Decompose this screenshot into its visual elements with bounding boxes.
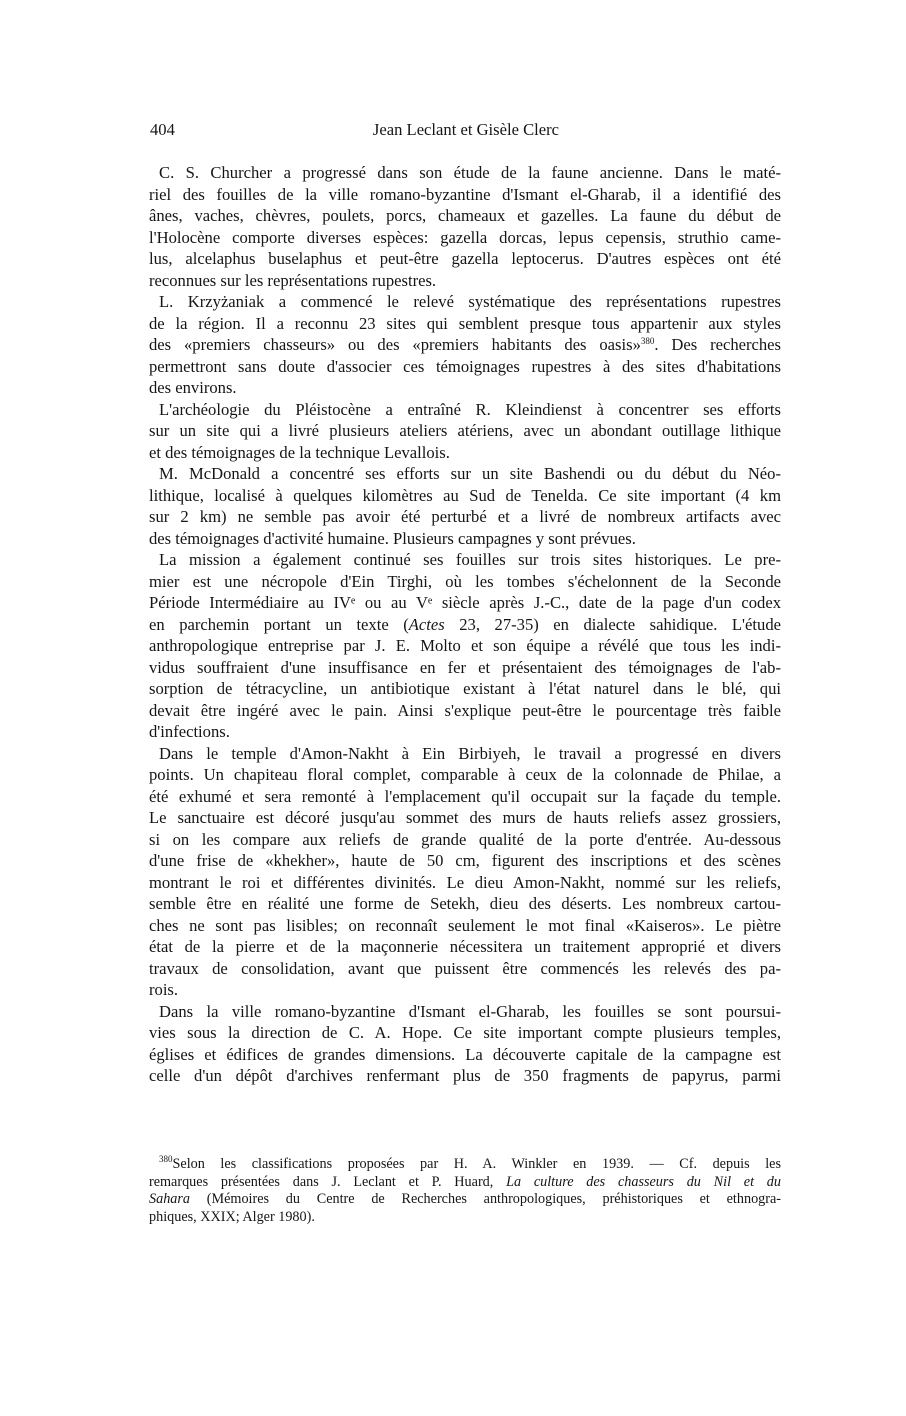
text-line: travaux de consolidation, avant que puissent être commencés les relevés des pa- [149,958,781,978]
text-line: Dans la ville romano-byzantine d'Ismant el-Gharab, les fouilles se sont poursui- [159,1001,781,1021]
paragraph [149,1001,781,1087]
text-line: L. Krzyżaniak a commencé le relevé systématique des représentations rupestres [159,292,781,311]
text-line: Le sanctuaire est décoré jusqu'au sommet des murs de hauts reliefs assez grossiers, [149,808,781,827]
text-line: sorption de tétracycline, un antibiotique existant à l'état naturel dans le blé, qui [149,679,781,698]
text-line: reconnues sur les représentations rupestres. [149,270,437,290]
text-line: d'une frise de «khekher», haute de 50 cm, figurent des inscriptions et des scènes [149,851,781,870]
text-line: lus, alcelaphus buselaphus et peut-être gazella leptocerus. D'autres espèces ont été [149,249,781,268]
italic-title: Sahara [149,1191,190,1208]
text-line: La mission a également continué ses fouilles sur trois sites historiques. Le pre- [159,550,781,569]
text-line: Période Intermédiaire au IVᵉ ou au Vᵉ siècle après J.-C., date de la page d'un codex [149,593,781,612]
text-line: lithique, localisé à quelques kilomètres au Sud de Tenelda. Ce site important (4 km [149,485,781,505]
footnote-line: phiques, XXIX; Alger 1980). [149,1208,315,1225]
text-line: ches ne sont pas lisibles; on reconnaît seulement le mot final «Kaiseros». Le piètre [149,915,781,935]
text-line: sur un site qui a livré plusieurs ateliers atériens, avec un abondant outillage lithique [149,421,781,440]
text-line: L'archéologie du Pléistocène a entraîné R. Kleindienst à concentrer ses efforts [159,399,781,419]
text-line: devait être ingéré avec le pain. Ainsi s'explique peut-être le pourcentage très faible [149,700,781,720]
text-line: celle d'un dépôt d'archives renfermant plus de 350 fragments de papyrus, parmi [149,1066,781,1085]
text-line: vidus souffraient d'une insuffisance en fer et présentaient des témoignages de l'ab- [149,657,781,677]
text-line: points. Un chapiteau floral complet, comparable à ceux de la colonnade de Philae, a [149,765,781,784]
footnote [149,1154,781,1226]
italic-citation: Actes [408,614,445,634]
text-line: Dans le temple d'Amon-Nakht à Ein Birbiyeh, le travail a progressé en divers [159,743,781,763]
text-line-with-footnote-ref [149,334,781,356]
text-line: permettront sans doute d'associer ces témoignages rupestres à des sites d'habitations [149,356,781,376]
footnote-reference: 380 [640,336,655,346]
paragraph [149,399,781,464]
footnote-line [149,1191,781,1209]
text-fragment: en parchemin portant un texte ( [149,614,409,634]
text-fragment: remarques présentées dans J. Leclant et P. Huard, [149,1173,507,1190]
text-line: de la région. Il a reconnu 23 sites qui semblent presque tous appartenir aux styles [149,313,781,333]
text-line: églises et édifices de grandes dimensions. La découverte capitale de la campagne est [149,1044,781,1064]
text-line: sur 2 km) ne semble pas avoir été perturbé et a livré de nombreux artifacts avec [149,507,781,526]
text-fragment: 23, 27-35) en dialecte sahidique. L'étude [444,614,781,634]
text-fragment: Selon les classifications proposées par H. A. Winkler en 1939. — Cf. depuis les [172,1156,781,1172]
text-line: rois. [149,980,179,999]
text-line: l'Holocène comporte diverses espèces: gazella dorcas, lepus cepensis, struthio came- [149,227,781,247]
page-number: 404 [150,120,175,139]
text-line: semble être en réalité une forme de Setekh, dieu des déserts. Les nombreux cartou- [149,894,781,913]
paragraph [149,743,781,1001]
text-line: anthropologique entreprise par J. E. Molto et son équipe a révélé que tous les indi- [149,636,781,655]
text-fragment: . Des recherches [654,335,781,354]
text-fragment: (Mémoires du Centre de Recherches anthropologiques, préhistoriques et ethnogra- [190,1191,781,1208]
text-fragment: des «premiers chasseurs» ou des «premiers habitants des oasis» [149,335,641,354]
text-line: d'infections. [149,722,230,741]
text-line: des témoignages d'activité humaine. Plusieurs campagnes y sont prévues. [149,528,636,548]
page-header [150,118,782,142]
running-head: Jean Leclant et Gisèle Clerc [372,120,560,139]
footnote-line [149,1174,781,1192]
body-text [149,162,781,1087]
paragraph [149,162,781,291]
text-line: montrant le roi et différentes divinités. Le dieu Amon-Nakht, nommé sur les reliefs, [149,872,781,892]
text-line: des environs. [149,378,237,397]
footnote-number: 380 [159,1154,173,1164]
text-line: et des témoignages de la technique Levallois. [149,442,450,462]
footnote-line [159,1156,781,1174]
text-line: été exhumé et sera remonté à l'emplacement qu'il occupait sur la façade du temple. [149,786,781,806]
text-line: ânes, vaches, chèvres, poulets, porcs, chameaux et gazelles. La faune du début de [149,206,781,225]
text-line: riel des fouilles de la ville romano-byzantine d'Ismant el-Gharab, il a identifié des [149,184,781,204]
text-line: état de la pierre et de la maçonnerie nécessitera un traitement approprié et divers [149,937,781,956]
paragraph [149,549,781,743]
paragraph [149,463,781,549]
text-line: C. S. Churcher a progressé dans son étude de la faune ancienne. Dans le maté- [159,163,781,182]
text-line: mier est une nécropole d'Ein Tirghi, où les tombes s'échelonnent de la Seconde [149,571,781,591]
text-line: si on les compare aux reliefs de grande qualité de la porte d'entrée. Au-dessous [149,829,781,849]
text-line: M. McDonald a concentré ses efforts sur un site Bashendi ou du début du Néo- [159,464,781,483]
paragraph [149,291,781,399]
text-line-with-italic [149,614,781,636]
text-line: vies sous la direction de C. A. Hope. Ce site important compte plusieurs temples, [149,1023,781,1042]
italic-title: La culture des chasseurs du Nil et du [506,1173,781,1190]
